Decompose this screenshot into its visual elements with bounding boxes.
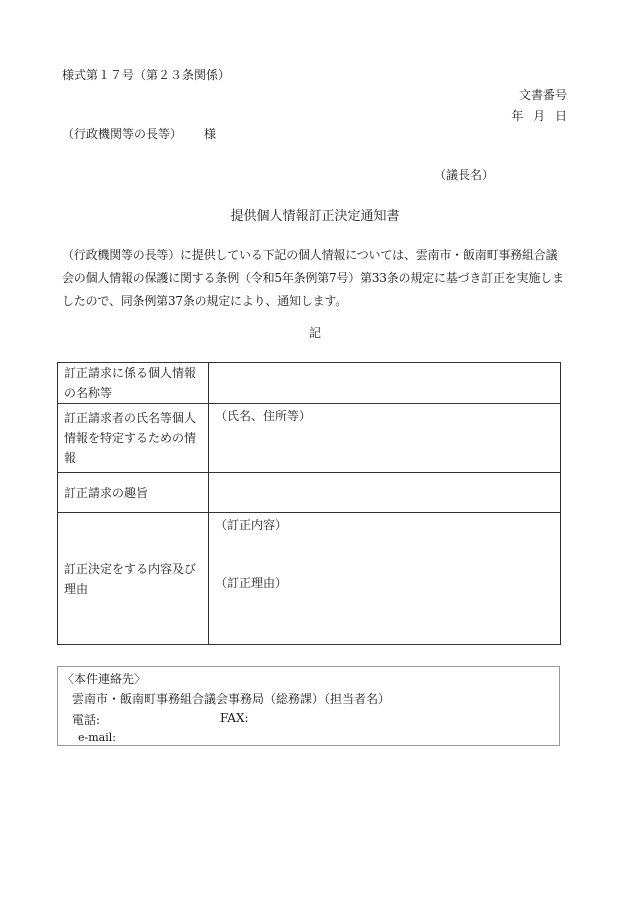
- document-number: 文書番号: [518, 88, 567, 102]
- contact-tel: 電話:: [72, 713, 101, 727]
- ki-heading: 記: [308, 326, 321, 340]
- row-value-purpose: [209, 473, 561, 513]
- contact-office: 雲南市・飯南町事務組合議会事務局（総務課）（担当者名）: [72, 692, 391, 706]
- table-row: [58, 363, 561, 404]
- contact-title: 〈本件連絡先〉: [62, 672, 147, 686]
- date-line: 年 月 日: [511, 109, 567, 123]
- correction-content-label: （訂正内容）: [215, 518, 288, 532]
- table-row: [58, 404, 561, 473]
- row-label-decision: 訂正決定をする内容及び理由: [58, 513, 209, 645]
- row-value-requester: （氏名、住所等）: [209, 404, 561, 473]
- addressee-line: [62, 125, 216, 142]
- table-row: [58, 513, 561, 645]
- correction-reason-label: （訂正理由）: [215, 576, 288, 590]
- document-title: 提供個人情報訂正決定通知書: [230, 209, 400, 224]
- row-label-purpose: 訂正請求の趣旨: [58, 473, 209, 513]
- table-row: [58, 473, 561, 513]
- contact-email: e-mail:: [78, 731, 116, 744]
- contact-box: [57, 666, 560, 746]
- body-paragraph: （行政機関等の長等）に提供している下記の個人情報については、雲南市・飯南町事務組合議会の個人情報の保護に関する条例（令和5年条例第7号）第33条の規定に基づき訂正を実施しましたので、同条例第37条の規定により、通知します。: [62, 248, 564, 308]
- sender-name: （議長名）: [433, 168, 494, 182]
- form-number: 様式第１７号（第２３条関係）: [62, 68, 231, 82]
- contact-fax: FAX:: [220, 711, 249, 725]
- honorific: 様: [204, 127, 217, 141]
- row-label-info-name: 訂正請求に係る個人情報の名称等: [58, 363, 209, 404]
- detail-table: [57, 362, 561, 645]
- row-value-info-name: [209, 363, 561, 404]
- addressee: （行政機関等の長等）: [62, 127, 183, 141]
- row-value-decision: [209, 513, 561, 645]
- row-label-requester: 訂正請求者の氏名等個人情報を特定するための情報: [58, 404, 209, 473]
